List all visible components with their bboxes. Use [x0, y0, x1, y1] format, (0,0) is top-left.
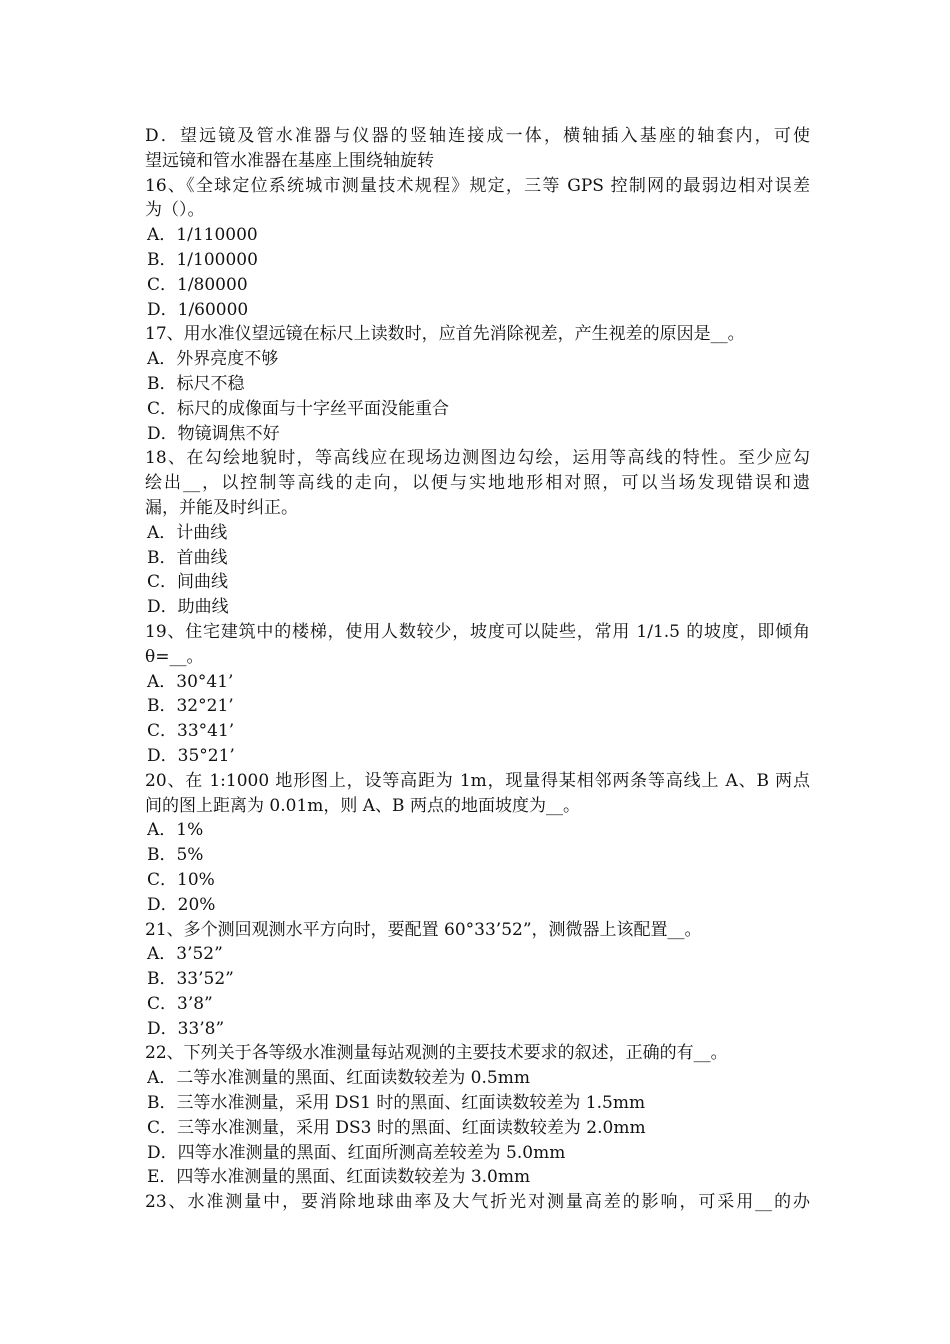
text-line: 22、下列关于各等级水准测量每站观测的主要技术要求的叙述，正确的有__。	[145, 1043, 728, 1064]
answer-option: C．标尺的成像面与十字丝平面没能重合	[147, 398, 450, 419]
answer-option: C．三等水准测量，采用 DS3 时的黑面、红面读数较差为 2.0mm	[147, 1117, 646, 1138]
answer-option: D．33’8”	[147, 1018, 225, 1039]
answer-option: D．四等水准测量的黑面、红面所测高差较差为 5.0mm	[147, 1142, 566, 1163]
text-line: 为（）。	[145, 200, 205, 221]
text-line: 望远镜和管水准器在基座上围绕轴旋转	[145, 150, 434, 171]
answer-option: C．1/80000	[147, 274, 248, 295]
answer-option: D．物镜调焦不好	[147, 423, 280, 444]
document-body	[145, 124, 810, 1215]
text-line: D．望远镜及管水准器与仪器的竖轴连接成一体，横轴插入基座的轴套内，可使	[145, 126, 810, 146]
answer-option: B．32°21’	[147, 696, 234, 717]
text-line: 20、在 1:1000 地形图上，设等高距为 1m，现量得某相邻两条等高线上 A、B 两点	[145, 770, 810, 791]
answer-option: C．33°41’	[147, 721, 235, 742]
answer-option: C．10%	[147, 869, 215, 890]
text-line: 绘出__，以控制等高线的走向，以便与实地地形相对照，可以当场发现错误和遗	[145, 473, 810, 494]
answer-option: B．5%	[147, 845, 204, 866]
answer-option: A．1%	[147, 820, 204, 841]
answer-option: D．35°21’	[147, 745, 235, 766]
answer-option: D．助曲线	[147, 597, 229, 618]
text-line: 18、在勾绘地貌时，等高线应在现场边测图边勾绘，运用等高线的特性。至少应勾	[145, 448, 810, 469]
answer-option: E．四等水准测量的黑面、红面读数较差为 3.0mm	[147, 1167, 531, 1188]
answer-option: B．三等水准测量，采用 DS1 时的黑面、红面读数较差为 1.5mm	[147, 1093, 646, 1114]
text-line: 间的图上距离为 0.01m，则 A、B 两点的地面坡度为__。	[145, 795, 580, 816]
answer-option: D．1/60000	[147, 299, 249, 320]
answer-option: A．计曲线	[147, 522, 228, 543]
answer-option: C．3’8”	[147, 993, 213, 1014]
text-line: θ=__。	[145, 646, 204, 667]
answer-option: A．3’52”	[147, 944, 223, 965]
answer-option: D．20%	[147, 894, 216, 915]
text-line: 漏，并能及时纠正。	[145, 497, 298, 518]
answer-option: A．外界亮度不够	[147, 349, 279, 370]
answer-option: B．33’52”	[147, 969, 234, 990]
answer-option: B．1/100000	[147, 249, 258, 270]
text-line: 17、用水准仪望远镜在标尺上读数时，应首先消除视差，产生视差的原因是__。	[145, 324, 745, 345]
text-line: 23、水准测量中，要消除地球曲率及大气折光对测量高差的影响，可采用__的办	[145, 1192, 810, 1213]
answer-option: A．二等水准测量的黑面、红面读数较差为 0.5mm	[147, 1068, 530, 1089]
text-line: 16、《全球定位系统城市测量技术规程》规定，三等 GPS 控制网的最弱边相对误差	[145, 175, 810, 196]
text-line: 21、多个测回观测水平方向时，要配置 60°33’52”，测微器上该配置__。	[145, 919, 702, 940]
answer-option: C．间曲线	[147, 572, 229, 593]
answer-option: A．1/110000	[147, 225, 258, 246]
answer-option: A．30°41’	[147, 671, 234, 692]
text-line: 19、住宅建筑中的楼梯，使用人数较少，坡度可以陡些，常用 1/1.5 的坡度，即倾角	[145, 621, 810, 642]
answer-option: B．首曲线	[147, 547, 228, 568]
answer-option: B．标尺不稳	[147, 373, 245, 394]
